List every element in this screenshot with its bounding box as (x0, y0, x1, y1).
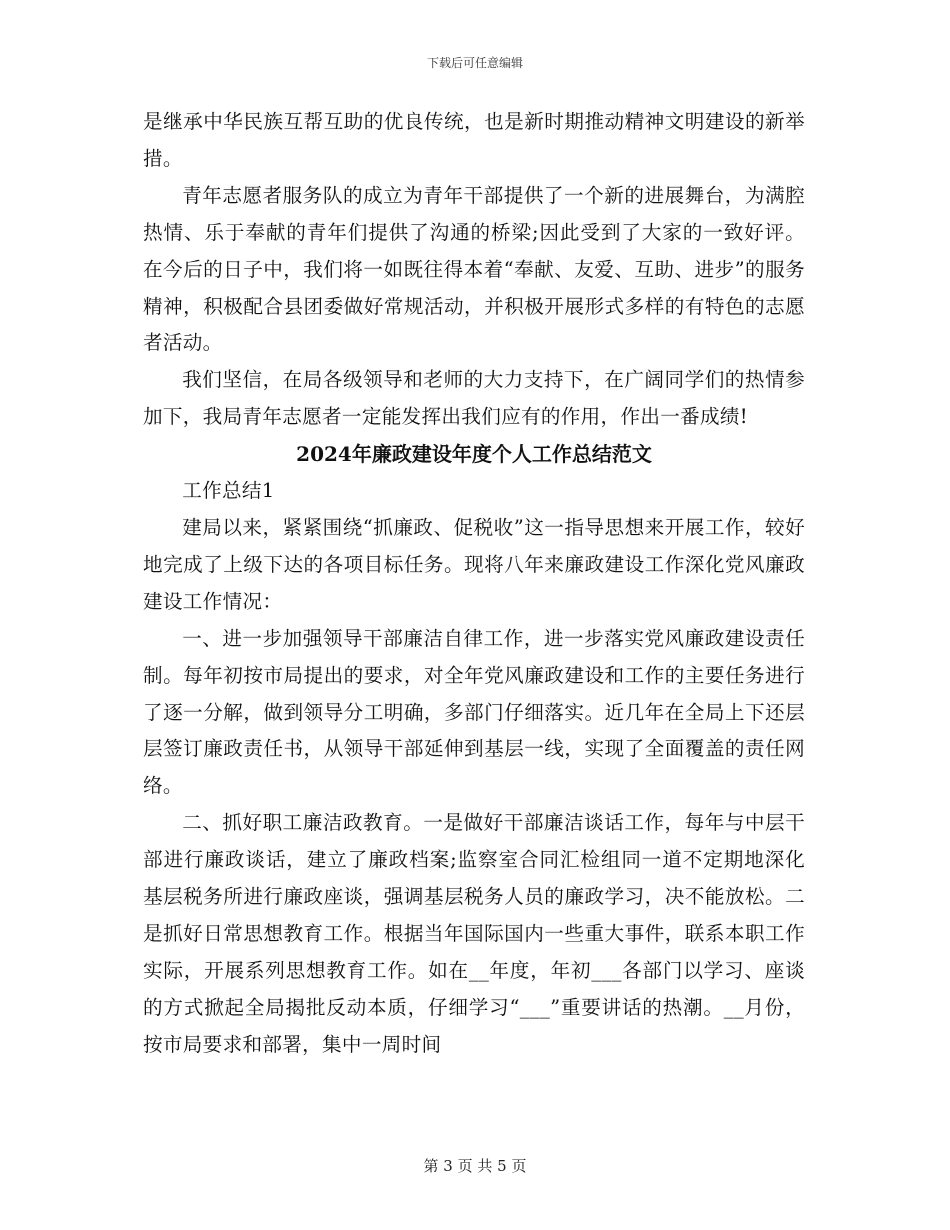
paragraph-volunteer-team: 青年志愿者服务队的成立为青年干部提供了一个新的进展舞台，为满腔热情、乐于奉献的青年们提供了沟通的桥梁;因此受到了大家的一致好评。在今后的日子中，我们将一如既往得本着“奉献、友爱、互助、进步”的服务精神，积极配合县团委做好常规活动，并积极开展形式多样的有特色的志愿者活动。 (143, 183, 805, 355)
paragraph-intro: 建局以来，紧紧围绕“抓廉政、促税收”这一指导思想来开展工作，较好地完成了上级下达的各项目标任务。现将八年来廉政建设工作深化党风廉政建设工作情况： (143, 515, 805, 613)
page-number: 第 3 页 共 5 页 (423, 1157, 527, 1175)
paragraph-point-one: 一、进一步加强领导干部廉洁自律工作，进一步落实党风廉政建设责任制。每年初按市局提出的要求，对全年党风廉政建设和工作的主要任务进行了逐一分解，做到领导分工明确，多部门仔细落实。近几年在全局上下还层层签订廉政责任书，从领导干部延伸到基层一线，实现了全面覆盖的责任网络。 (143, 626, 805, 798)
paragraph-continuation: 是继承中华民族互帮互助的优良传统，也是新时期推动精神文明建设的新举措。 (143, 110, 805, 170)
page-header-note: 下载后可任意编辑 (426, 56, 523, 70)
document-title: 2024年廉政建设年度个人工作总结范文 (296, 442, 652, 467)
paragraph-belief: 我们坚信，在局各级领导和老师的大力支持下，在广阔同学们的热情参加下，我局青年志愿者一定能发挥出我们应有的作用，作出一番成绩! (143, 368, 805, 429)
document-body (143, 104, 805, 1064)
section-subtitle: 工作总结1 (182, 479, 275, 503)
paragraph-point-two: 二、抓好职工廉洁政教育。一是做好干部廉洁谈话工作，每年与中层干部进行廉政谈话，建立了廉政档案;监察室合同汇检组同一道不定期地深化基层税务所进行廉政座谈，强调基层税务人员的廉政学习，决不能放松。二是抓好日常思想教育工作。根据当年国际国内一些重大事件，联系本职工作实际，开展系列思想教育工作。如在__年度，年初___各部门以学习、座谈的方式掀起全局揭批反动本质，仔细学习“___”重要讲话的热潮。__月份，按市局要求和部署，集中一周时间 (143, 811, 805, 1056)
